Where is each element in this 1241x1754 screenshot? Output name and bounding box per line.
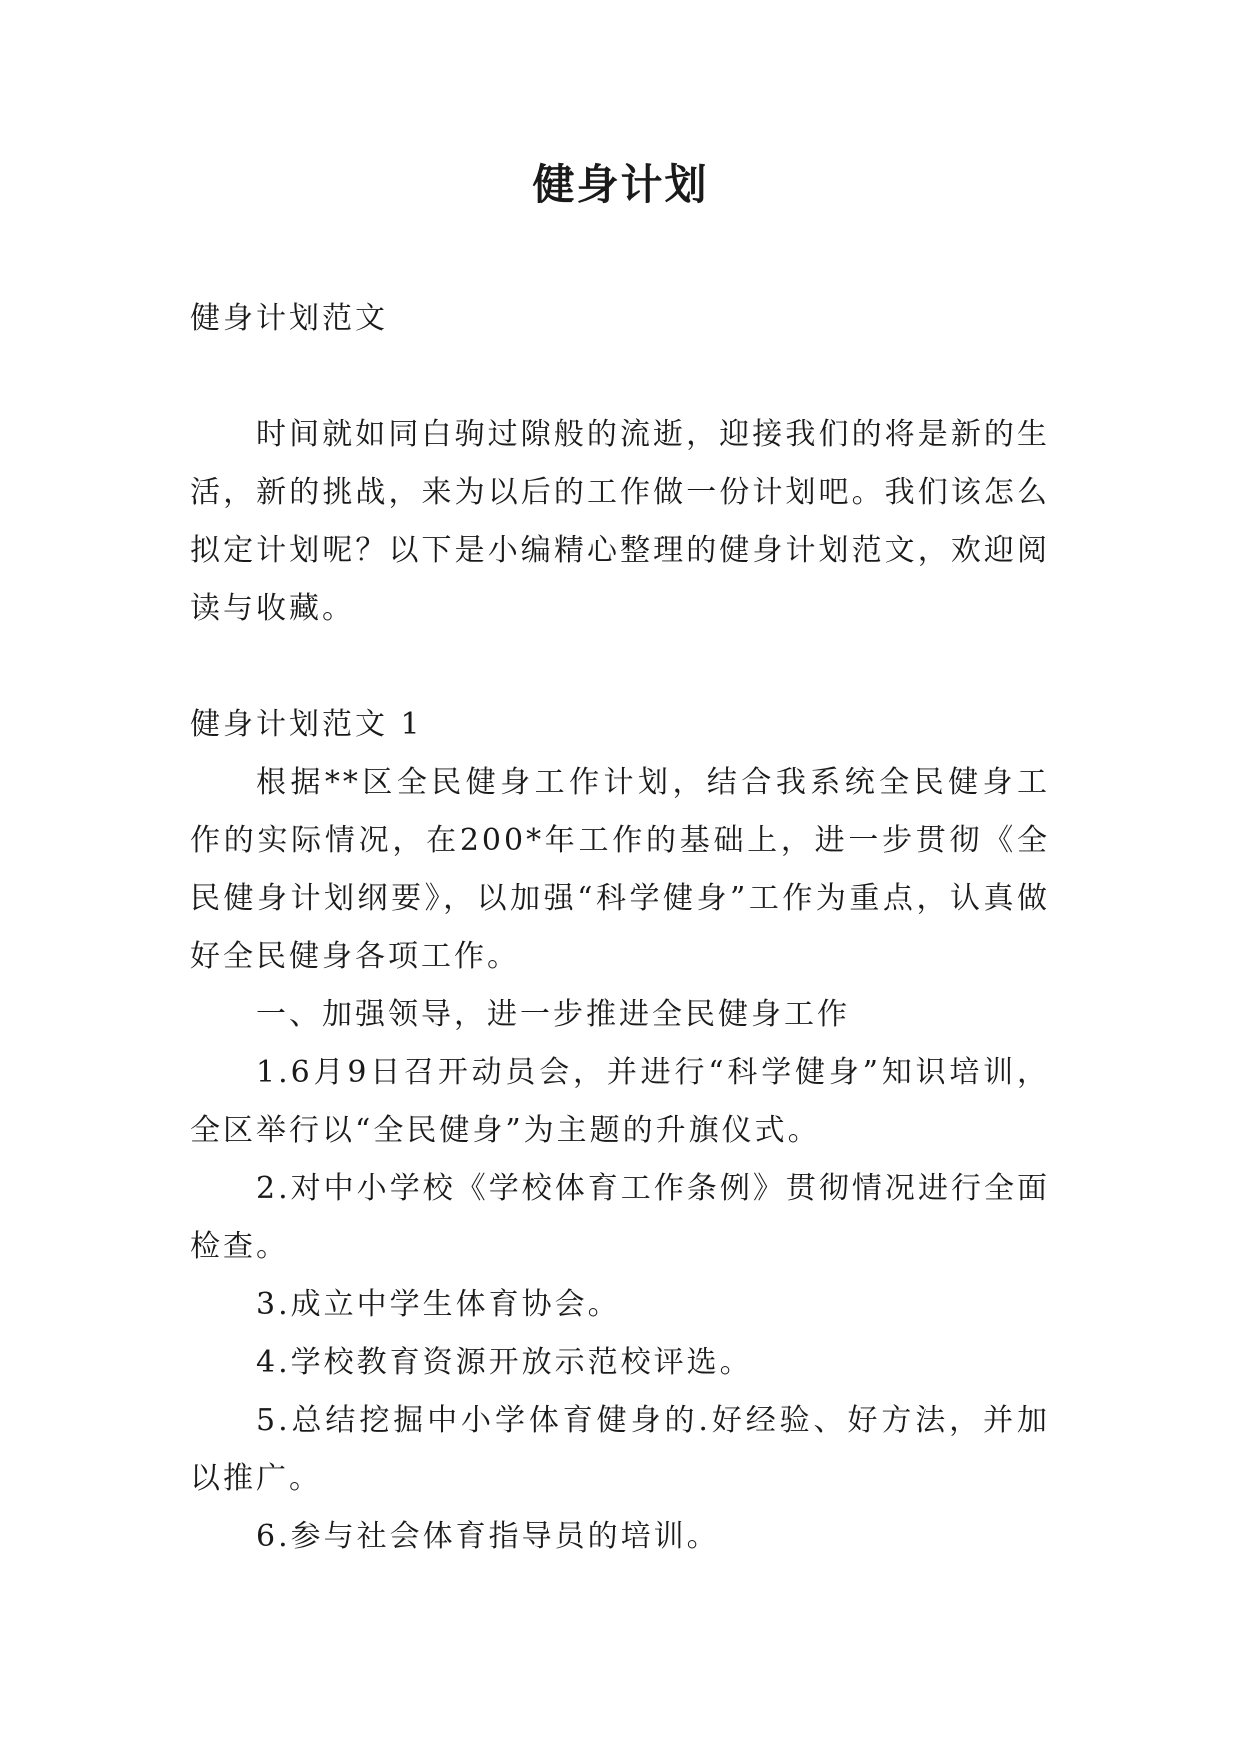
list-item: 1.6月9日召开动员会，并进行“科学健身”知识培训，全区举行以“全民健身”为主题的升旗仪式。	[190, 1055, 1050, 1148]
document-body	[190, 290, 1050, 1566]
list-item: 5.总结挖掘中小学体育健身的.好经验、好方法，并加以推广。	[190, 1403, 1050, 1496]
list-item: 3.成立中学生体育协会。	[256, 1287, 621, 1322]
list-item: 6.参与社会体育指导员的培训。	[256, 1519, 720, 1554]
section-heading: 健身计划范文 1	[190, 707, 423, 742]
document-subtitle: 健身计划范文	[190, 301, 388, 336]
intro-paragraph: 时间就如同白驹过隙般的流逝，迎接我们的将是新的生活，新的挑战，来为以后的工作做一份计划吧。我们该怎么拟定计划呢？以下是小编精心整理的健身计划范文，欢迎阅读与收藏。	[190, 417, 1050, 626]
list-item: 2.对中小学校《学校体育工作条例》贯彻情况进行全面检查。	[190, 1171, 1050, 1264]
document-title: 健身计划	[532, 160, 709, 209]
body-paragraph: 根据**区全民健身工作计划，结合我系统全民健身工作的实际情况，在200*年工作的基础上，进一步贯彻《全民健身计划纲要》，以加强“科学健身”工作为重点，认真做好全民健身各项工作。	[190, 765, 1050, 974]
list-item: 4.学校教育资源开放示范校评选。	[256, 1345, 753, 1380]
section-subheading: 一、加强领导，进一步推进全民健身工作	[256, 997, 850, 1032]
